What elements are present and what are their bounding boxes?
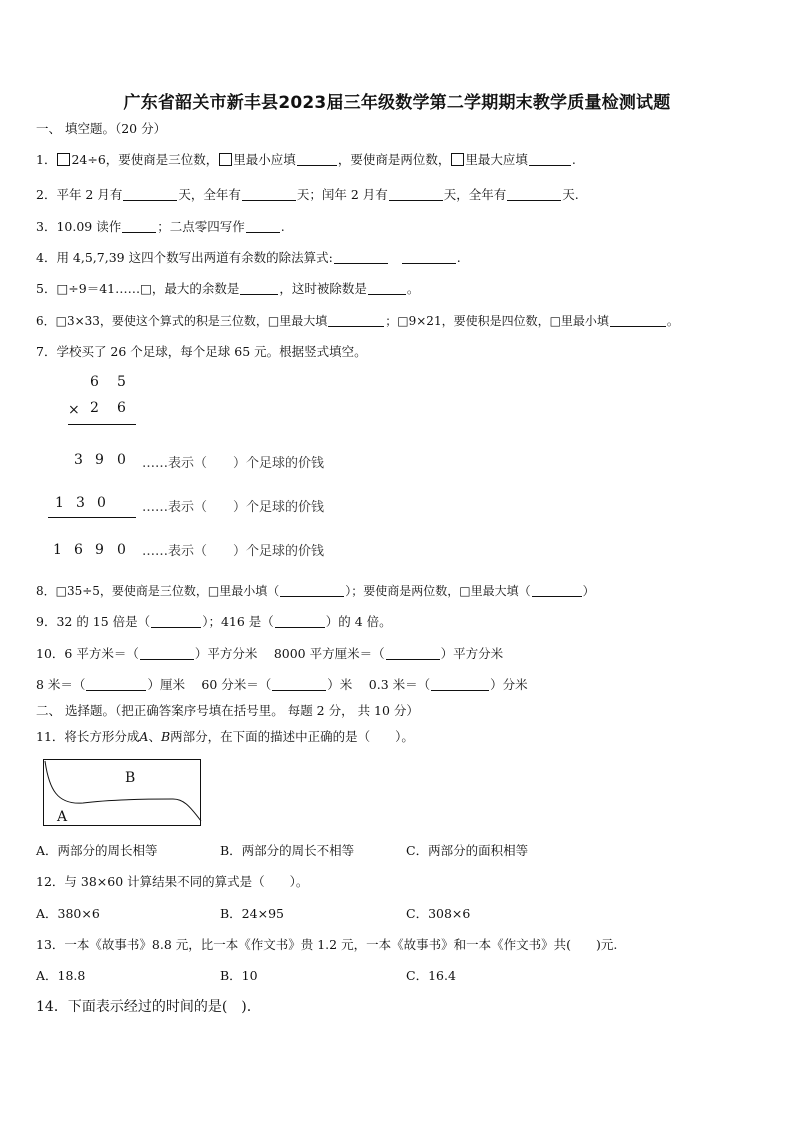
answer-box xyxy=(57,153,70,166)
digit: 6 xyxy=(74,542,83,558)
question-1: 1． 24÷6，要使商是三位数， 里最小应填 ，要使商是两位数， 里最大应填 . xyxy=(36,152,576,167)
answer-blank[interactable] xyxy=(368,282,406,295)
digit: 2 xyxy=(90,400,99,416)
answer-box xyxy=(219,153,232,166)
option-b[interactable]: B．24×95 xyxy=(220,906,284,921)
answer-blank[interactable] xyxy=(297,153,337,166)
answer-blank[interactable] xyxy=(86,678,146,691)
digit: 1 xyxy=(55,495,64,511)
question-10: 10．6 平方米＝（ ）平方分米 8000 平方厘米＝（ ）平方分米 xyxy=(36,646,504,661)
answer-blank[interactable] xyxy=(140,647,194,660)
answer-blank[interactable] xyxy=(240,282,278,295)
answer-blank[interactable] xyxy=(507,188,561,201)
dividing-curve xyxy=(45,761,201,821)
digit: 0 xyxy=(97,495,106,511)
option-a[interactable]: A．18.8 xyxy=(36,968,86,983)
digit: 6 xyxy=(90,374,99,390)
answer-blank[interactable] xyxy=(402,251,456,264)
answer-blank[interactable] xyxy=(334,251,388,264)
digit: 9 xyxy=(95,542,104,558)
answer-blank[interactable] xyxy=(246,220,280,233)
digit: 0 xyxy=(117,452,126,468)
answer-blank[interactable] xyxy=(610,314,666,327)
question-4: 4．用 4,5,7,39 这四个数写出两道有余数的除法算式: . xyxy=(36,250,461,265)
question-3: 3．10.09 读作 ；二点零四写作 . xyxy=(36,219,285,234)
question-13: 13．一本《故事书》8.8 元，比一本《作文书》贵 1.2 元，一本《故事书》和一本《作文书》共( )元. xyxy=(36,937,618,952)
rectangle-divided-figure xyxy=(43,759,202,827)
answer-blank[interactable] xyxy=(123,188,177,201)
answer-blank[interactable] xyxy=(431,678,489,691)
answer-blank[interactable] xyxy=(151,615,201,628)
option-c[interactable]: C．16.4 xyxy=(406,968,456,983)
digit: 0 xyxy=(117,542,126,558)
answer-blank[interactable] xyxy=(328,314,384,327)
digit: 5 xyxy=(117,374,126,390)
option-a[interactable]: A．两部分的周长相等 xyxy=(36,843,158,858)
region-label-a: A xyxy=(57,809,68,825)
question-14: 14．下面表示经过的时间的是( ). xyxy=(36,999,252,1015)
region-label-b: B xyxy=(125,770,136,786)
answer-blank[interactable] xyxy=(389,188,443,201)
answer-blank[interactable] xyxy=(272,678,326,691)
calc-line xyxy=(68,424,136,425)
question-8: 8．□35÷5，要使商是三位数，□里最小填（ ）；要使商是两位数，□里最大填（ ） xyxy=(36,584,595,598)
answer-box xyxy=(451,153,464,166)
partial-product-note: ……表示（ ）个足球的价钱 xyxy=(142,544,325,559)
question-12: 12．与 38×60 计算结果不同的算式是（ ）。 xyxy=(36,874,309,889)
page-title: 广东省韶关市新丰县2023届三年级数学第二学期期末教学质量检测试题 xyxy=(123,93,671,113)
calc-line xyxy=(48,517,136,518)
answer-blank[interactable] xyxy=(529,153,571,166)
answer-blank[interactable] xyxy=(280,584,344,597)
answer-blank[interactable] xyxy=(386,647,440,660)
digit: 9 xyxy=(95,452,104,468)
partial-product-note: ……表示（ ）个足球的价钱 xyxy=(142,500,325,515)
answer-blank[interactable] xyxy=(242,188,296,201)
answer-blank[interactable] xyxy=(532,584,582,597)
question-7: 7．学校买了 26 个足球，每个足球 65 元。根据竖式填空。 xyxy=(36,344,367,359)
digit: 3 xyxy=(74,452,83,468)
answer-blank[interactable] xyxy=(122,220,156,233)
partial-product-note: ……表示（ ）个足球的价钱 xyxy=(142,456,325,471)
digit: 1 xyxy=(53,542,62,558)
question-6: 6．□3×33，要使这个算式的积是三位数，□里最大填 ；□9×21，要使积是四位数，□里最小填 。 xyxy=(36,314,679,328)
digit: 3 xyxy=(76,495,85,511)
question-9: 9．32 的 15 倍是（ ）；416 是（ ）的 4 倍。 xyxy=(36,614,392,629)
option-c[interactable]: C．两部分的面积相等 xyxy=(406,843,529,858)
question-10-part-2: 8 米＝（ ）厘米 60 分米＝（ ）米 0.3 米＝（ ）分米 xyxy=(36,677,528,692)
question-5: 5．□÷9＝41……□，最大的余数是 ，这时被除数是 。 xyxy=(36,281,420,296)
question-11: 11．将长方形分成A、B两部分，在下面的描述中正确的是（ ）。 xyxy=(36,729,414,744)
option-b[interactable]: B．10 xyxy=(220,968,258,983)
answer-blank[interactable] xyxy=(275,615,325,628)
question-2: 2．平年 2 月有 天，全年有 天；闰年 2 月有 天，全年有 天. xyxy=(36,187,579,202)
option-b[interactable]: B．两部分的周长不相等 xyxy=(220,843,355,858)
section-heading-choice: 二、 选择题。（把正确答案序号填在括号里。 每题 2 分， 共 10 分） xyxy=(36,703,419,718)
multiply-sign: × xyxy=(68,402,80,418)
option-a[interactable]: A．380×6 xyxy=(36,906,100,921)
section-heading-fill-blank: 一、 填空题。（20 分） xyxy=(36,121,167,136)
option-c[interactable]: C．308×6 xyxy=(406,906,471,921)
digit: 6 xyxy=(117,400,126,416)
